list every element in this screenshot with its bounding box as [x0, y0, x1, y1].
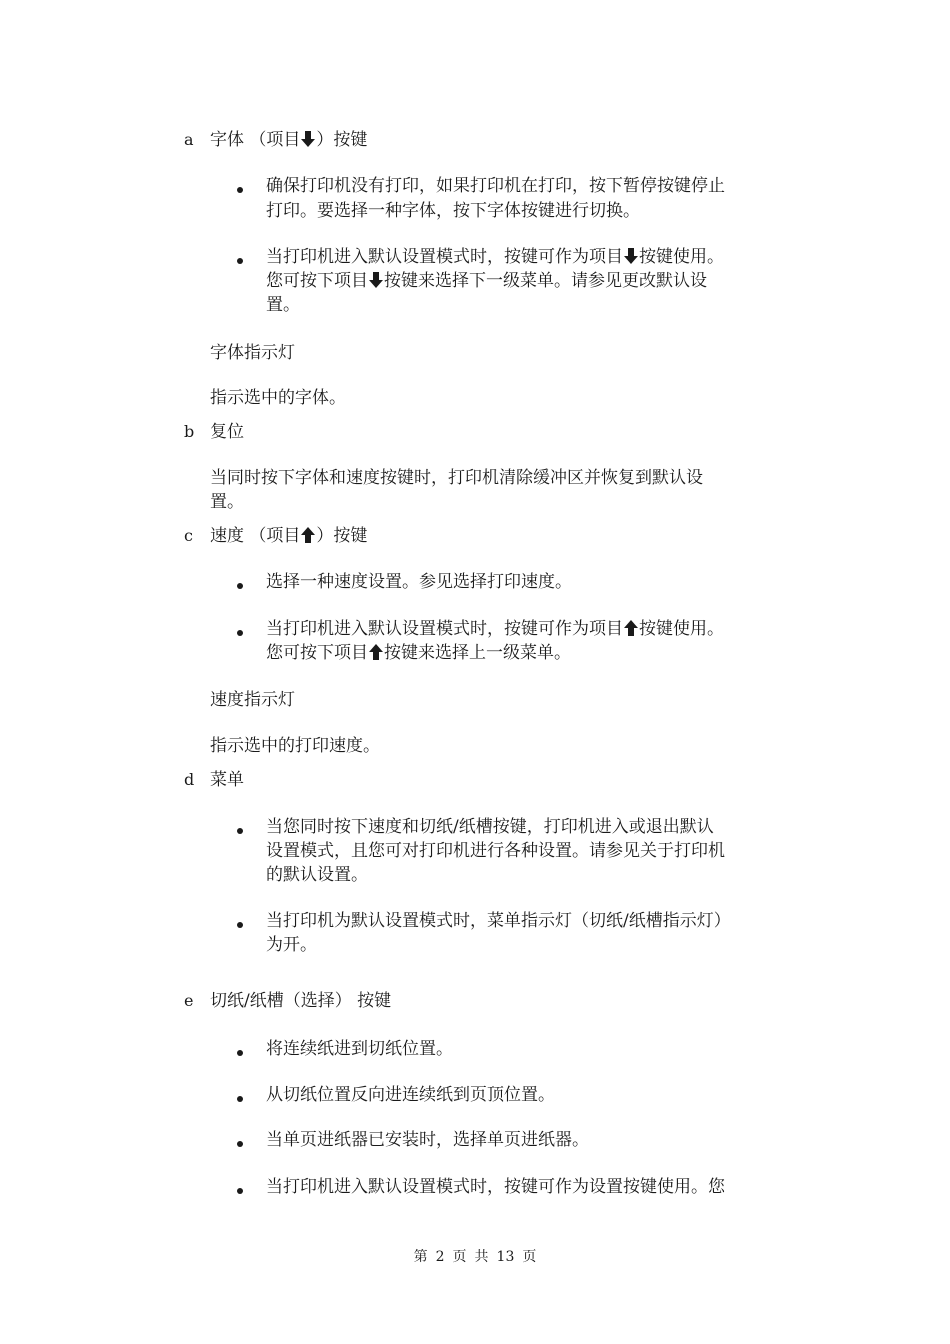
sub-heading: 速度指示灯	[210, 690, 295, 710]
bullet-text: 您可按下项目	[266, 271, 368, 291]
sub-text: 指示选中的打印速度。	[210, 736, 380, 756]
bullet-dot	[237, 828, 243, 834]
bullet-line: 当您同时按下速度和切纸/纸槽按键，打印机进入或退出默认	[266, 817, 714, 837]
section-marker-e: e	[184, 991, 194, 1010]
down-arrow-icon	[369, 272, 383, 288]
footer-word: 共	[474, 1249, 489, 1265]
footer-word: 页	[452, 1249, 467, 1265]
bullet-line	[266, 269, 707, 293]
bullet-line	[266, 245, 724, 269]
bullet-text: 按键来选择下一级菜单。请参见更改默认设	[384, 271, 707, 291]
bullet-dot	[237, 1050, 243, 1056]
sub-heading: 字体指示灯	[210, 343, 295, 363]
bullet-line: 置。	[266, 295, 300, 315]
down-arrow-icon	[624, 248, 638, 264]
section-marker-b: b	[184, 422, 195, 441]
section-heading-e: 切纸/纸槽（选择） 按键	[210, 991, 392, 1011]
section-heading-b: 复位	[210, 422, 244, 442]
section-heading-c	[210, 524, 367, 548]
bullet-dot	[237, 1096, 243, 1102]
bullet-line: 当打印机进入默认设置模式时，按键可作为设置按键使用。您	[266, 1177, 725, 1197]
bullet-line: 打印。要选择一种字体，按下字体按键进行切换。	[266, 201, 640, 221]
bullet-text: 按键使用。	[639, 619, 724, 639]
bullet-dot	[237, 187, 243, 193]
bullet-dot	[237, 1141, 243, 1147]
bullet-line: 当打印机为默认设置模式时，菜单指示灯（切纸/纸槽指示灯）	[266, 911, 731, 931]
page-number: 2	[435, 1249, 445, 1265]
bullet-line	[266, 641, 571, 665]
bullet-text: 您可按下项目	[266, 643, 368, 663]
bullet-text: 当打印机进入默认设置模式时，按键可作为项目	[266, 619, 623, 639]
section-marker-d: d	[184, 770, 195, 789]
down-arrow-icon	[301, 131, 315, 147]
footer-word: 页	[522, 1249, 537, 1265]
bullet-line: 确保打印机没有打印，如果打印机在打印，按下暂停按键停止	[266, 176, 725, 196]
heading-text: ）按键	[316, 526, 368, 546]
total-pages: 13	[496, 1249, 515, 1265]
bullet-line: 当单页进纸器已安装时，选择单页进纸器。	[266, 1130, 589, 1150]
bullet-dot	[237, 258, 243, 264]
bullet-line	[266, 617, 724, 641]
bullet-line: 选择一种速度设置。参见选择打印速度。	[266, 572, 572, 592]
section-heading-d: 菜单	[210, 770, 244, 790]
bullet-dot	[237, 922, 243, 928]
paragraph-line: 置。	[210, 492, 244, 512]
bullet-line: 从切纸位置反向进连续纸到页顶位置。	[266, 1085, 555, 1105]
heading-text: ）按键	[316, 130, 368, 150]
bullet-line: 的默认设置。	[266, 865, 368, 885]
bullet-line: 为开。	[266, 935, 317, 955]
bullet-line: 将连续纸进到切纸位置。	[266, 1039, 453, 1059]
up-arrow-icon	[624, 620, 638, 636]
bullet-dot	[237, 1188, 243, 1194]
up-arrow-icon	[369, 644, 383, 660]
bullet-text: 按键来选择上一级菜单。	[384, 643, 571, 663]
bullet-line: 设置模式，且您可对打印机进行各种设置。请参见关于打印机	[266, 841, 725, 861]
sub-text: 指示选中的字体。	[210, 388, 346, 408]
section-marker-a: a	[184, 130, 194, 149]
heading-text: 速度 （项目	[210, 526, 301, 546]
bullet-dot	[237, 630, 243, 636]
section-marker-c: c	[184, 526, 193, 545]
bullet-dot	[237, 583, 243, 589]
paragraph-line: 当同时按下字体和速度按键时，打印机清除缓冲区并恢复到默认设	[210, 468, 703, 488]
footer-word: 第	[413, 1249, 428, 1265]
bullet-text: 按键使用。	[639, 247, 724, 267]
bullet-text: 当打印机进入默认设置模式时，按键可作为项目	[266, 247, 623, 267]
page-footer	[0, 1247, 950, 1267]
up-arrow-icon	[301, 527, 315, 543]
section-heading-a	[210, 128, 367, 152]
heading-text: 字体 （项目	[210, 130, 301, 150]
